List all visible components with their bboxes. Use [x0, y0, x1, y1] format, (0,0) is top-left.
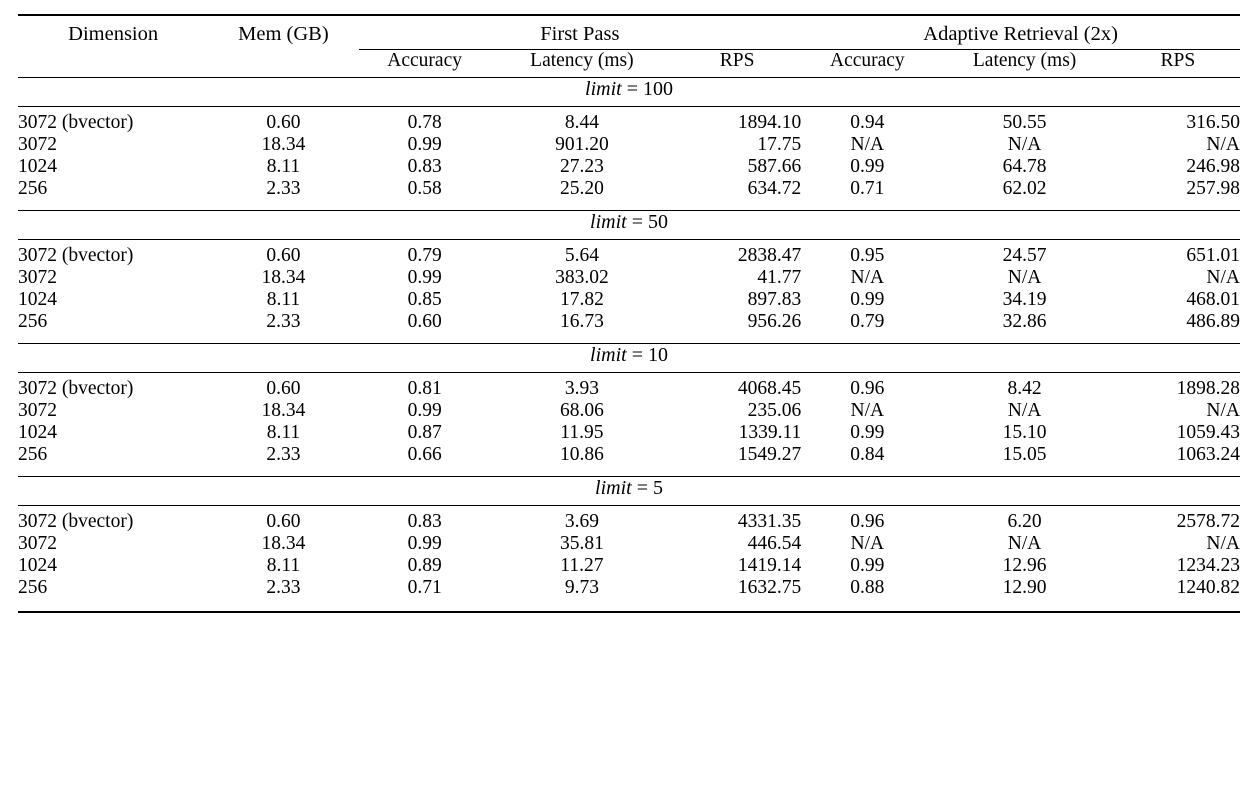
cell-ar-rps: 1059.43	[1176, 422, 1240, 443]
cell-ar-rps: 468.01	[1186, 289, 1240, 310]
cell-fp-rps: 897.83	[747, 289, 802, 310]
section-header-limit-100	[18, 78, 1240, 102]
cell-fp-rps: 1419.14	[737, 555, 802, 576]
cell-dimension: 1024	[18, 289, 57, 310]
cell-ar-accuracy: 0.96	[850, 511, 885, 532]
cell-dimension: 3072 (bvector)	[18, 112, 134, 133]
table-row	[18, 289, 1240, 311]
cell-fp-latency: 11.27	[560, 555, 604, 576]
rule-bottom	[18, 606, 1240, 612]
cell-fp-rps: 587.66	[747, 156, 802, 177]
cell-ar-latency: 64.78	[1002, 156, 1047, 177]
section-label-value: = 10	[626, 344, 668, 366]
cell-mem: 2.33	[266, 311, 301, 332]
cell-ar-accuracy: 0.79	[850, 311, 885, 332]
header-group-first-pass: First Pass	[540, 23, 620, 45]
cell-ar-accuracy: 0.84	[850, 444, 885, 465]
cell-ar-rps: N/A	[1206, 134, 1240, 155]
cell-mem: 2.33	[266, 577, 301, 598]
header-group-adaptive-retrieval: Adaptive Retrieval (2x)	[923, 23, 1118, 45]
table-row	[18, 267, 1240, 289]
benchmark-results-table	[18, 14, 1240, 613]
cell-fp-latency: 11.95	[560, 422, 604, 443]
section-label-var: limit	[590, 211, 627, 233]
cell-fp-latency: 25.20	[559, 178, 604, 199]
cell-ar-latency: N/A	[1007, 134, 1042, 155]
cell-fp-rps: 235.06	[747, 400, 802, 421]
header-latency-first: Latency (ms)	[530, 50, 634, 71]
table-row	[18, 577, 1240, 599]
table-row	[18, 444, 1240, 466]
cell-fp-rps: 446.54	[747, 533, 802, 554]
table-row	[18, 245, 1240, 267]
cell-ar-accuracy: 0.71	[850, 178, 885, 199]
cell-fp-accuracy: 0.99	[407, 533, 442, 554]
cell-ar-latency: 50.55	[1002, 112, 1047, 133]
cell-ar-latency: N/A	[1007, 400, 1042, 421]
cell-fp-accuracy: 0.89	[407, 555, 442, 576]
header-rps-adaptive: RPS	[1160, 50, 1196, 71]
cell-dimension: 256	[18, 577, 48, 598]
cell-dimension: 3072	[18, 134, 57, 155]
cell-fp-accuracy: 0.79	[407, 245, 442, 266]
cell-fp-accuracy: 0.83	[407, 156, 442, 177]
table-row	[18, 134, 1240, 156]
cell-fp-accuracy: 0.66	[407, 444, 442, 465]
rule-top	[18, 15, 1240, 23]
cell-fp-rps: 2838.47	[737, 245, 802, 266]
cell-ar-latency: 32.86	[1002, 311, 1047, 332]
cell-ar-accuracy: N/A	[850, 400, 885, 421]
cell-ar-latency: 12.96	[1002, 555, 1047, 576]
cell-ar-accuracy: 0.99	[850, 422, 885, 443]
cell-ar-latency: 24.57	[1002, 245, 1047, 266]
table-row	[18, 511, 1240, 533]
header-accuracy-adaptive: Accuracy	[829, 50, 905, 71]
cell-mem: 18.34	[261, 134, 306, 155]
cell-ar-rps: N/A	[1206, 267, 1240, 288]
cell-ar-accuracy: 0.96	[850, 378, 885, 399]
cell-ar-accuracy: N/A	[850, 267, 885, 288]
cell-ar-accuracy: 0.95	[850, 245, 885, 266]
cell-fp-accuracy: 0.99	[407, 134, 442, 155]
table-row	[18, 555, 1240, 577]
cell-mem: 18.34	[261, 533, 306, 554]
table-row	[18, 112, 1240, 134]
cell-ar-latency: N/A	[1007, 267, 1042, 288]
cell-fp-latency: 3.69	[564, 511, 599, 532]
cell-ar-latency: 8.42	[1007, 378, 1042, 399]
cell-fp-rps: 1549.27	[737, 444, 802, 465]
header-dimension: Dimension	[68, 23, 159, 45]
cell-fp-rps: 1632.75	[737, 577, 802, 598]
cell-mem: 8.11	[266, 156, 301, 177]
cell-mem: 18.34	[261, 267, 306, 288]
cell-fp-accuracy: 0.99	[407, 267, 442, 288]
cell-fp-latency: 68.06	[559, 400, 604, 421]
cell-mem: 2.33	[266, 178, 301, 199]
section-label-var: limit	[595, 477, 632, 499]
cell-ar-latency: 12.90	[1002, 577, 1047, 598]
header-row-sub	[18, 50, 1240, 73]
cell-fp-rps: 1339.11	[738, 422, 802, 443]
cell-ar-accuracy: 0.94	[850, 112, 885, 133]
cell-ar-latency: 34.19	[1002, 289, 1047, 310]
cell-dimension: 256	[18, 444, 48, 465]
cell-fp-rps: 17.75	[757, 134, 802, 155]
cell-dimension: 1024	[18, 555, 57, 576]
cell-ar-latency: 15.05	[1002, 444, 1047, 465]
cell-fp-latency: 901.20	[555, 134, 609, 155]
cell-fp-latency: 383.02	[555, 267, 609, 288]
cell-ar-rps: 2578.72	[1176, 511, 1240, 532]
cell-fp-rps: 4068.45	[737, 378, 802, 399]
cell-fp-accuracy: 0.85	[407, 289, 442, 310]
cell-ar-accuracy: 0.99	[850, 555, 885, 576]
cell-fp-latency: 3.93	[564, 378, 599, 399]
table-body	[18, 15, 1240, 612]
cell-dimension: 3072 (bvector)	[18, 378, 134, 399]
cell-ar-latency: N/A	[1007, 533, 1042, 554]
cell-mem: 8.11	[266, 289, 301, 310]
cell-ar-rps: N/A	[1206, 533, 1240, 554]
cell-ar-rps: 486.89	[1186, 311, 1240, 332]
cell-fp-accuracy: 0.81	[407, 378, 442, 399]
table-row	[18, 178, 1240, 200]
cell-ar-rps: 1063.24	[1176, 444, 1240, 465]
header-spacer-mem	[208, 50, 358, 73]
section-label-value: = 50	[626, 211, 668, 233]
table-row	[18, 400, 1240, 422]
cell-mem: 8.11	[266, 422, 301, 443]
cell-mem: 18.34	[261, 400, 306, 421]
cell-ar-rps: 1234.23	[1176, 555, 1240, 576]
cell-fp-accuracy: 0.58	[407, 178, 442, 199]
table-row	[18, 533, 1240, 555]
cell-fp-latency: 8.44	[564, 112, 599, 133]
cell-ar-rps: N/A	[1206, 400, 1240, 421]
cell-dimension: 256	[18, 178, 48, 199]
cell-fp-rps: 41.77	[757, 267, 802, 288]
header-latency-adaptive: Latency (ms)	[972, 50, 1077, 71]
cell-ar-rps: 257.98	[1186, 178, 1240, 199]
cell-mem: 8.11	[266, 555, 301, 576]
cell-dimension: 3072 (bvector)	[18, 511, 134, 532]
header-mem: Mem (GB)	[238, 23, 329, 45]
section-label-value: = 5	[631, 477, 663, 499]
header-accuracy-first: Accuracy	[387, 50, 462, 71]
cell-fp-latency: 35.81	[559, 533, 604, 554]
cell-fp-rps: 956.26	[747, 311, 802, 332]
cell-fp-accuracy: 0.78	[407, 112, 442, 133]
section-label-var: limit	[585, 78, 622, 100]
cell-ar-accuracy: 0.88	[850, 577, 885, 598]
cell-fp-accuracy: 0.99	[407, 400, 442, 421]
cell-ar-accuracy: 0.99	[850, 156, 885, 177]
header-spacer-dim	[18, 50, 208, 73]
cell-dimension: 3072 (bvector)	[18, 245, 134, 266]
cell-ar-accuracy: N/A	[850, 533, 885, 554]
cell-mem: 2.33	[266, 444, 301, 465]
cell-fp-accuracy: 0.87	[407, 422, 442, 443]
cell-fp-latency: 16.73	[559, 311, 604, 332]
cell-fp-latency: 9.73	[564, 577, 599, 598]
cell-ar-accuracy: 0.99	[850, 289, 885, 310]
cell-dimension: 1024	[18, 422, 57, 443]
cell-ar-accuracy: N/A	[850, 134, 885, 155]
cell-fp-latency: 27.23	[559, 156, 604, 177]
cell-ar-rps: 1240.82	[1176, 577, 1240, 598]
header-rps-first: RPS	[719, 50, 755, 71]
cell-mem: 0.60	[266, 245, 301, 266]
section-header-limit-50	[18, 211, 1240, 235]
cell-ar-rps: 651.01	[1186, 245, 1240, 266]
cell-dimension: 256	[18, 311, 48, 332]
header-row-groups	[18, 23, 1240, 46]
cell-ar-latency: 6.20	[1007, 511, 1042, 532]
pad-bottom	[18, 599, 1240, 606]
section-header-limit-10	[18, 344, 1240, 368]
cell-dimension: 3072	[18, 533, 57, 554]
cell-fp-rps: 1894.10	[737, 112, 802, 133]
cell-ar-rps: 1898.28	[1176, 378, 1240, 399]
cell-fp-latency: 17.82	[559, 289, 604, 310]
cell-mem: 0.60	[266, 112, 301, 133]
cell-fp-latency: 10.86	[559, 444, 604, 465]
table-row	[18, 156, 1240, 178]
table-row	[18, 311, 1240, 333]
cell-fp-rps: 4331.35	[737, 511, 802, 532]
cell-ar-latency: 15.10	[1002, 422, 1047, 443]
cell-ar-latency: 62.02	[1002, 178, 1047, 199]
section-label-value: = 100	[621, 78, 673, 100]
cell-fp-rps: 634.72	[747, 178, 802, 199]
cell-fp-accuracy: 0.71	[407, 577, 442, 598]
cell-mem: 0.60	[266, 511, 301, 532]
cell-fp-latency: 5.64	[564, 245, 599, 266]
section-header-limit-5	[18, 477, 1240, 501]
cell-fp-accuracy: 0.60	[407, 311, 442, 332]
cell-ar-rps: 246.98	[1186, 156, 1240, 177]
cell-dimension: 3072	[18, 400, 57, 421]
cell-dimension: 1024	[18, 156, 57, 177]
cell-fp-accuracy: 0.83	[407, 511, 442, 532]
cell-dimension: 3072	[18, 267, 57, 288]
table-row	[18, 422, 1240, 444]
table-row	[18, 378, 1240, 400]
section-label-var: limit	[590, 344, 627, 366]
cell-mem: 0.60	[266, 378, 301, 399]
cell-ar-rps: 316.50	[1186, 112, 1240, 133]
